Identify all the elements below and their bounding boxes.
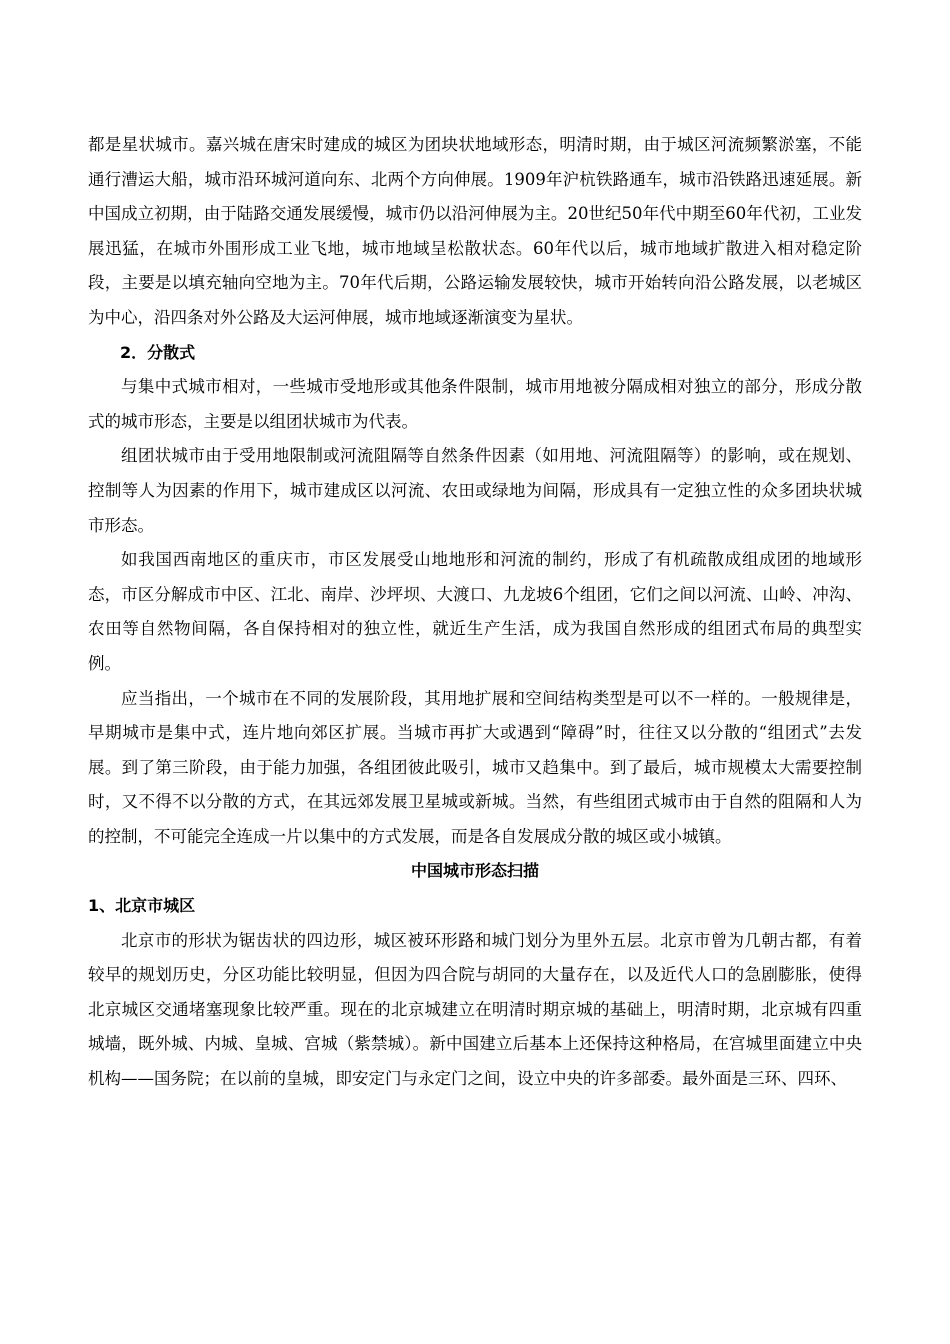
paragraph-xingzhuang: 都是星状城市。嘉兴城在唐宋时建成的城区为团块状地域形态，明清时期，由于城区河流频繁淤塞，不能通行漕运大船，城市沿环城河道向东、北两个方向伸展。1909年沪杭铁路通车，城市沿铁路迅速延展。新中国成立初期，由于陆路交通发展缓慢，城市仍以沿河伸展为主。20世纪50年代中期至60年代初，工业发展迅猛，在城市外围形成工业飞地，城市地域呈松散状态。60年代以后，城市地域扩散进入相对稳定阶段，主要是以填充轴向空地为主。70年代后期，公路运输发展较快，城市开始转向沿公路发展，以老城区为中心，沿四条对外公路及大运河伸展，城市地域逐渐演变为星状。 <box>88 135 862 327</box>
paragraph-fensanshi-intro: 与集中式城市相对，一些城市受地形或其他条件限制，城市用地被分隔成相对独立的部分，形成分散式的城市形态，主要是以组团状城市为代表。 <box>88 377 862 431</box>
heading-beijing: 1、北京市城区 <box>88 896 196 916</box>
paragraph-zutuan: 组团状城市由于受用地限制或河流阻隔等自然条件因素（如用地、河流阻隔等）的影响，或在规划、控制等人为因素的作用下，城市建成区以河流、农田或绿地为间隔，形成具有一定独立性的众多团块状城市形态。 <box>88 446 862 535</box>
heading-fensanshi: 2．分散式 <box>120 342 196 362</box>
document-page <box>88 128 862 1097</box>
paragraph-beijing: 北京市的形状为锯齿状的四边形，城区被环形路和城门划分为里外五层。北京市曾为几朝古都，有着较早的规划历史，分区功能比较明显，但因为四合院与胡同的大量存在，以及近代人口的急剧膨胀，使得北京城区交通堵塞现象比较严重。现在的北京城建立在明清时期京城的基础上，明清时期，北京城有四重城墙，既外城、内城、皇城、宫城（紫禁城）。新中国建立后基本上还保持这种格局，在宫城里面建立中央机构——国务院；在以前的皇城，即安定门与永定门之间，设立中央的许多部委。最外面是三环、四环、 <box>88 930 862 1089</box>
section-title: 中国城市形态扫描 <box>410 861 539 881</box>
paragraph-chongqing: 如我国西南地区的重庆市，市区发展受山地地形和河流的制约，形成了有机疏散成组成团的地域形态，市区分解成市中区、江北、南岸、沙坪坝、大渡口、九龙坡6个组团，它们之间以河流、山岭、冲沟、农田等自然物间隔，各自保持相对的独立性，就近生产生活，成为我国自然形成的组团式布局的典型实例。 <box>88 550 862 673</box>
paragraph-fazhan-jieduan: 应当指出，一个城市在不同的发展阶段，其用地扩展和空间结构类型是可以不一样的。一般规律是，早期城市是集中式，连片地向郊区扩展。当城市再扩大或遇到“障碍”时，往往又以分散的“组团式”去发展。到了第三阶段，由于能力加强，各组团彼此吸引，城市又趋集中。到了最后，城市规模太大需要控制时，又不得不以分散的方式，在其远郊发展卫星城或新城。当然，有些组团式城市由于自然的阻隔和人为的控制，不可能完全连成一片以集中的方式发展，而是各自发展成分散的城区或小城镇。 <box>88 688 862 846</box>
